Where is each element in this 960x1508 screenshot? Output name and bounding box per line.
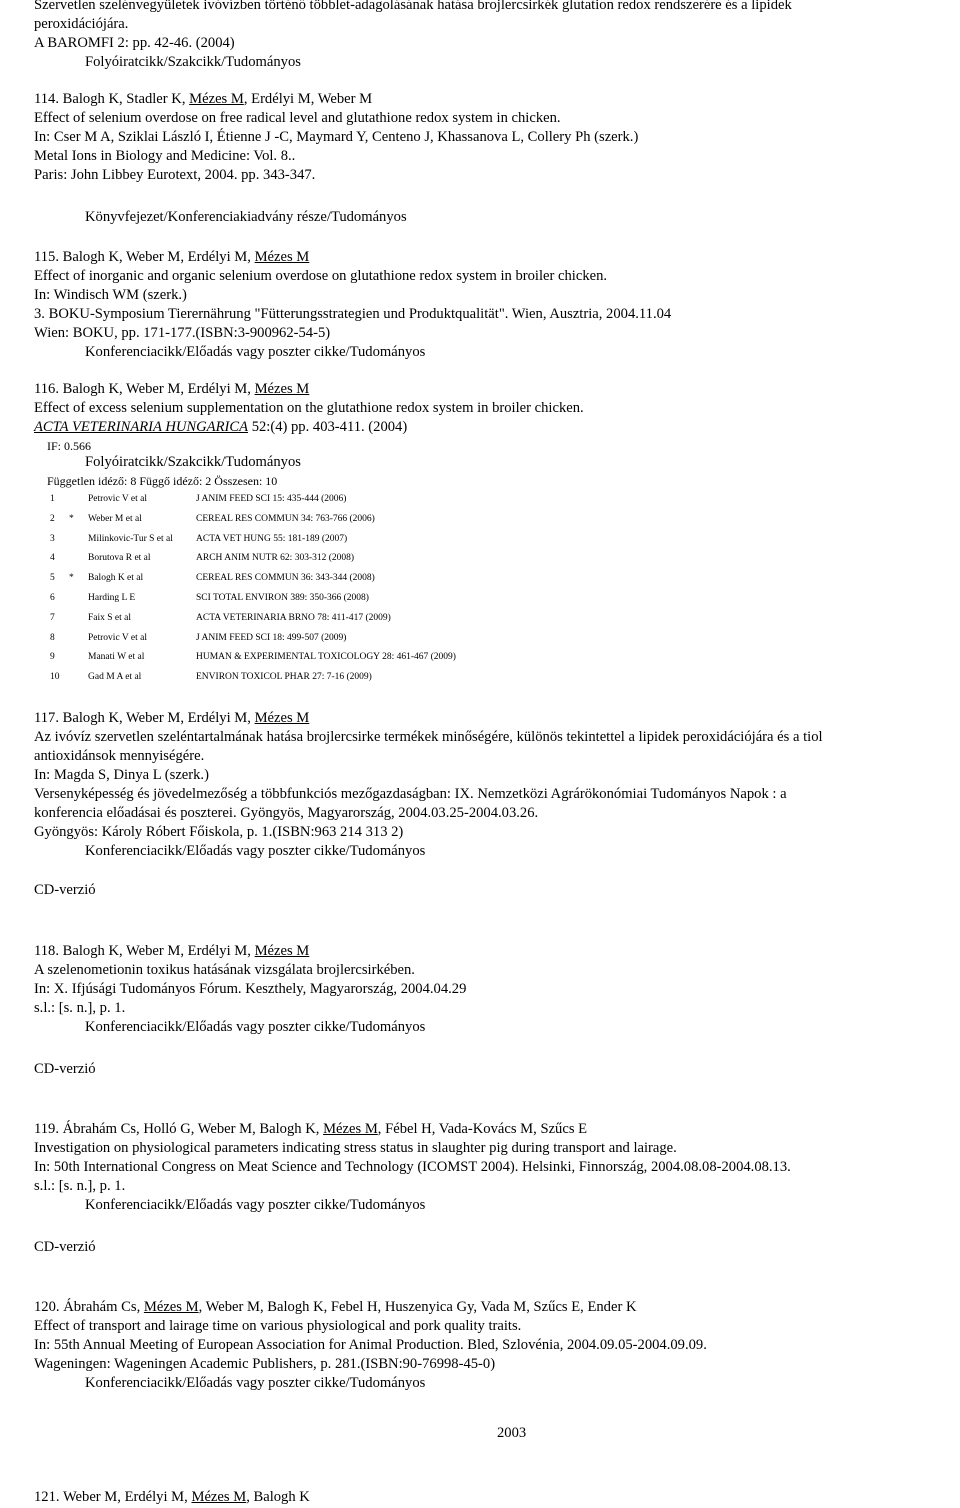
year-heading: 2003: [497, 1425, 527, 1441]
entry-119-event: In: 50th International Congress on Meat Science and Technology (ICOMST 2004). Helsinki, Finnország, 2004.08.08-2004.08.13.: [34, 1159, 791, 1175]
citation-reference: ACTA VETERINARIA BRNO 78: 411-417 (2009): [196, 612, 391, 623]
entry-114-book: Metal Ions in Biology and Medicine: Vol. 8..: [34, 148, 296, 164]
entry-number: 115.: [34, 249, 59, 265]
entry-116-category: Folyóiratcikk/Szakcikk/Tudományos: [85, 454, 301, 470]
authors: Balogh K, Stadler K,: [62, 91, 186, 107]
entry-118-event: In: X. Ifjúsági Tudományos Fórum. Keszthely, Magyarország, 2004.04.29: [34, 981, 467, 997]
journal-link[interactable]: ACTA VETERINARIA HUNGARICA: [34, 419, 249, 435]
entry-117-event: konferencia előadásai és poszterei. Gyöngyös, Magyarország, 2004.03.25-2004.03.26.: [34, 805, 539, 821]
author-link-mezes[interactable]: Mézes M: [254, 381, 310, 397]
author-link-mezes[interactable]: Mézes M: [254, 710, 310, 726]
citation-author: Milinkovic-Tur S et al: [88, 533, 173, 544]
authors: Balogh K, Weber M, Erdélyi M,: [62, 943, 251, 959]
citation-reference: CEREAL RES COMMUN 34: 763-766 (2006): [196, 513, 375, 524]
authors: , Fébel H, Vada-Kovács M, Szűcs E: [377, 1121, 588, 1137]
authors: Balogh K, Weber M, Erdélyi M,: [62, 249, 251, 265]
author-link-mezes[interactable]: Mézes M: [254, 249, 310, 265]
entry-117-editors: In: Magda S, Dinya L (szerk.): [34, 767, 209, 783]
cd-version-label: CD-verzió: [34, 882, 96, 898]
impact-factor: IF: 0.566: [47, 439, 92, 453]
citation-number: 5: [50, 573, 55, 584]
cd-version-label: CD-verzió: [34, 1239, 96, 1255]
authors: , Balogh K: [246, 1489, 310, 1505]
entry-115-category: Konferenciacikk/Előadás vagy poszter cikke/Tudományos: [85, 344, 426, 360]
citation-dependent-marker: *: [69, 573, 74, 584]
citation-reference: ARCH ANIM NUTR 62: 303-312 (2008): [196, 553, 355, 564]
entry-number: 121.: [34, 1489, 60, 1505]
entry-119-authors: [34, 1120, 587, 1139]
entry-115-authors: [34, 248, 309, 267]
citation-reference: SCI TOTAL ENVIRON 389: 350-366 (2008): [196, 593, 369, 603]
entry-119-title: Investigation on physiological parameters indicating stress status in slaughter pig during transport and lairage.: [34, 1140, 677, 1156]
entry-120-title: Effect of transport and lairage time on various physiological and pork quality traits.: [34, 1318, 522, 1334]
entry-title-line: peroxidációjára.: [34, 16, 129, 32]
author-link-mezes[interactable]: Mézes M: [143, 1299, 199, 1315]
authors: , Weber M, Balogh K, Febel H, Huszenyica Gy, Vada M, Szűcs E, Ender K: [198, 1299, 637, 1315]
entry-121-authors: [34, 1488, 310, 1507]
journal-details: 52:(4) pp. 403-411. (2004): [251, 419, 408, 435]
entry-120-publisher: Wageningen: Wageningen Academic Publishers, p. 281.(ISBN:90-76998-45-0): [34, 1356, 496, 1372]
entry-114-title: Effect of selenium overdose on free radical level and glutathione redox system in chicken.: [34, 110, 561, 126]
entry-source-line: A BAROMFI 2: pp. 42-46. (2004): [34, 35, 235, 51]
authors: Weber M, Erdélyi M,: [62, 1489, 188, 1505]
citation-author: Faix S et al: [88, 612, 132, 623]
citation-reference: J ANIM FEED SCI 15: 435-444 (2006): [196, 494, 347, 504]
citation-number: 2: [50, 513, 55, 524]
entry-115-title: Effect of inorganic and organic selenium overdose on glutathione redox system in broiler chicken.: [34, 268, 608, 284]
entry-117-publisher: Gyöngyös: Károly Róbert Főiskola, p. 1.(ISBN:963 214 313 2): [34, 824, 404, 840]
citation-number: 3: [50, 533, 55, 544]
citation-number: 1: [50, 494, 55, 504]
entry-115-publisher: Wien: BOKU, pp. 171-177.(ISBN:3-900962-54-5): [34, 325, 331, 341]
citation-author: Petrovic V et al: [88, 494, 148, 504]
entry-number: 120.: [34, 1299, 60, 1315]
citation-author: Manati W et al: [88, 652, 145, 663]
citation-counts: Független idéző: 8 Függő idéző: 2 Összesen: 10: [47, 474, 278, 488]
entry-116-authors: [34, 380, 309, 399]
entry-116-journal: [34, 418, 407, 437]
citation-number: 10: [50, 672, 60, 683]
authors: Ábrahám Cs, Holló G, Weber M, Balogh K,: [62, 1121, 320, 1137]
author-link-mezes[interactable]: Mézes M: [189, 91, 244, 107]
entry-118-category: Konferenciacikk/Előadás vagy poszter cikke/Tudományos: [85, 1019, 426, 1035]
entry-category: Folyóiratcikk/Szakcikk/Tudományos: [85, 54, 301, 70]
entry-116-title: Effect of excess selenium supplementation on the glutathione redox system in broiler chicken.: [34, 400, 584, 416]
entry-117-category: Konferenciacikk/Előadás vagy poszter cikke/Tudományos: [85, 843, 426, 859]
entry-117-title: Az ivóvíz szervetlen szeléntartalmának hatása brojlercsirke termékek minőségére, különös tekintettel a lipidek peroxidációjára és a tiol: [34, 729, 823, 745]
citation-author: Borutova R et al: [88, 553, 151, 564]
citation-author: Gad M A et al: [88, 672, 142, 683]
author-link-mezes[interactable]: Mézes M: [254, 943, 310, 959]
citation-dependent-marker: *: [69, 513, 74, 524]
citation-author: Balogh K et al: [88, 573, 144, 584]
authors: , Erdélyi M, Weber M: [243, 91, 373, 107]
citation-number: 8: [50, 632, 55, 643]
entry-117-title: antioxidánsok mennyiségére.: [34, 748, 205, 764]
entry-120-authors: [34, 1298, 637, 1317]
entry-title-line: Szervetlen szelénvegyületek ivóvízben történő többlet-adagolásának hatása brojlercsirkék glutation redox rendszerére és a lipidek: [34, 0, 792, 13]
citation-reference: ENVIRON TOXICOL PHAR 27: 7-16 (2009): [196, 672, 372, 683]
entry-number: 114.: [34, 91, 59, 107]
entry-number: 119.: [34, 1121, 59, 1137]
citation-author: Weber M et al: [88, 513, 142, 524]
citation-author: Petrovic V et al: [88, 632, 148, 643]
entry-number: 116.: [34, 381, 59, 397]
entry-120-category: Konferenciacikk/Előadás vagy poszter cikke/Tudományos: [85, 1375, 426, 1391]
entry-118-title: A szelenometionin toxikus hatásának vizsgálata brojlercsirkében.: [34, 962, 415, 978]
entry-114-authors: [34, 90, 372, 109]
authors: Ábrahám Cs,: [63, 1299, 141, 1315]
entry-115-event: 3. BOKU-Symposium Tierernährung "Fütterungsstrategien und Produktqualität". Wien, Ausztria, 2004.11.04: [34, 306, 672, 322]
entry-number: 118.: [34, 943, 59, 959]
citation-number: 7: [50, 612, 55, 623]
entry-115-editors: In: Windisch WM (szerk.): [34, 287, 187, 303]
entry-118-authors: [34, 942, 309, 961]
citation-number: 9: [50, 652, 55, 663]
author-link-mezes[interactable]: Mézes M: [323, 1121, 378, 1137]
author-link-mezes[interactable]: Mézes M: [191, 1489, 247, 1505]
entry-number: 117.: [34, 710, 59, 726]
entry-119-publisher: s.l.: [s. n.], p. 1.: [34, 1178, 126, 1194]
citation-reference: HUMAN & EXPERIMENTAL TOXICOLOGY 28: 461-467 (2009): [196, 652, 456, 663]
citation-reference: ACTA VET HUNG 55: 181-189 (2007): [196, 533, 348, 544]
entry-114-category: Könyvfejezet/Konferenciakiadvány része/Tudományos: [85, 209, 407, 225]
authors: Balogh K, Weber M, Erdélyi M,: [62, 710, 251, 726]
entry-114-publisher: Paris: John Libbey Eurotext, 2004. pp. 343-347.: [34, 167, 316, 183]
entry-119-category: Konferenciacikk/Előadás vagy poszter cikke/Tudományos: [85, 1197, 426, 1213]
entry-118-publisher: s.l.: [s. n.], p. 1.: [34, 1000, 126, 1016]
entry-117-event: Versenyképesség és jövedelmezőség a többfunkciós mezőgazdaságban: IX. Nemzetközi Agrárökonómiai Tudományos Napok : a: [34, 786, 787, 802]
entry-114-editors: In: Cser M A, Sziklai László I, Étienne J -C, Maymard Y, Centeno J, Khassanova L, Collery Ph (szerk.): [34, 129, 639, 145]
citation-reference: J ANIM FEED SCI 18: 499-507 (2009): [196, 632, 347, 643]
cd-version-label: CD-verzió: [34, 1061, 96, 1077]
entry-117-authors: [34, 709, 309, 728]
citation-number: 4: [50, 553, 55, 564]
entry-120-event: In: 55th Annual Meeting of European Association for Animal Production. Bled, Szlovénia, 2004.09.05-2004.09.09.: [34, 1337, 707, 1353]
citation-number: 6: [50, 593, 55, 603]
citation-author: Harding L E: [88, 593, 136, 603]
citation-reference: CEREAL RES COMMUN 36: 343-344 (2008): [196, 573, 375, 584]
authors: Balogh K, Weber M, Erdélyi M,: [62, 381, 251, 397]
